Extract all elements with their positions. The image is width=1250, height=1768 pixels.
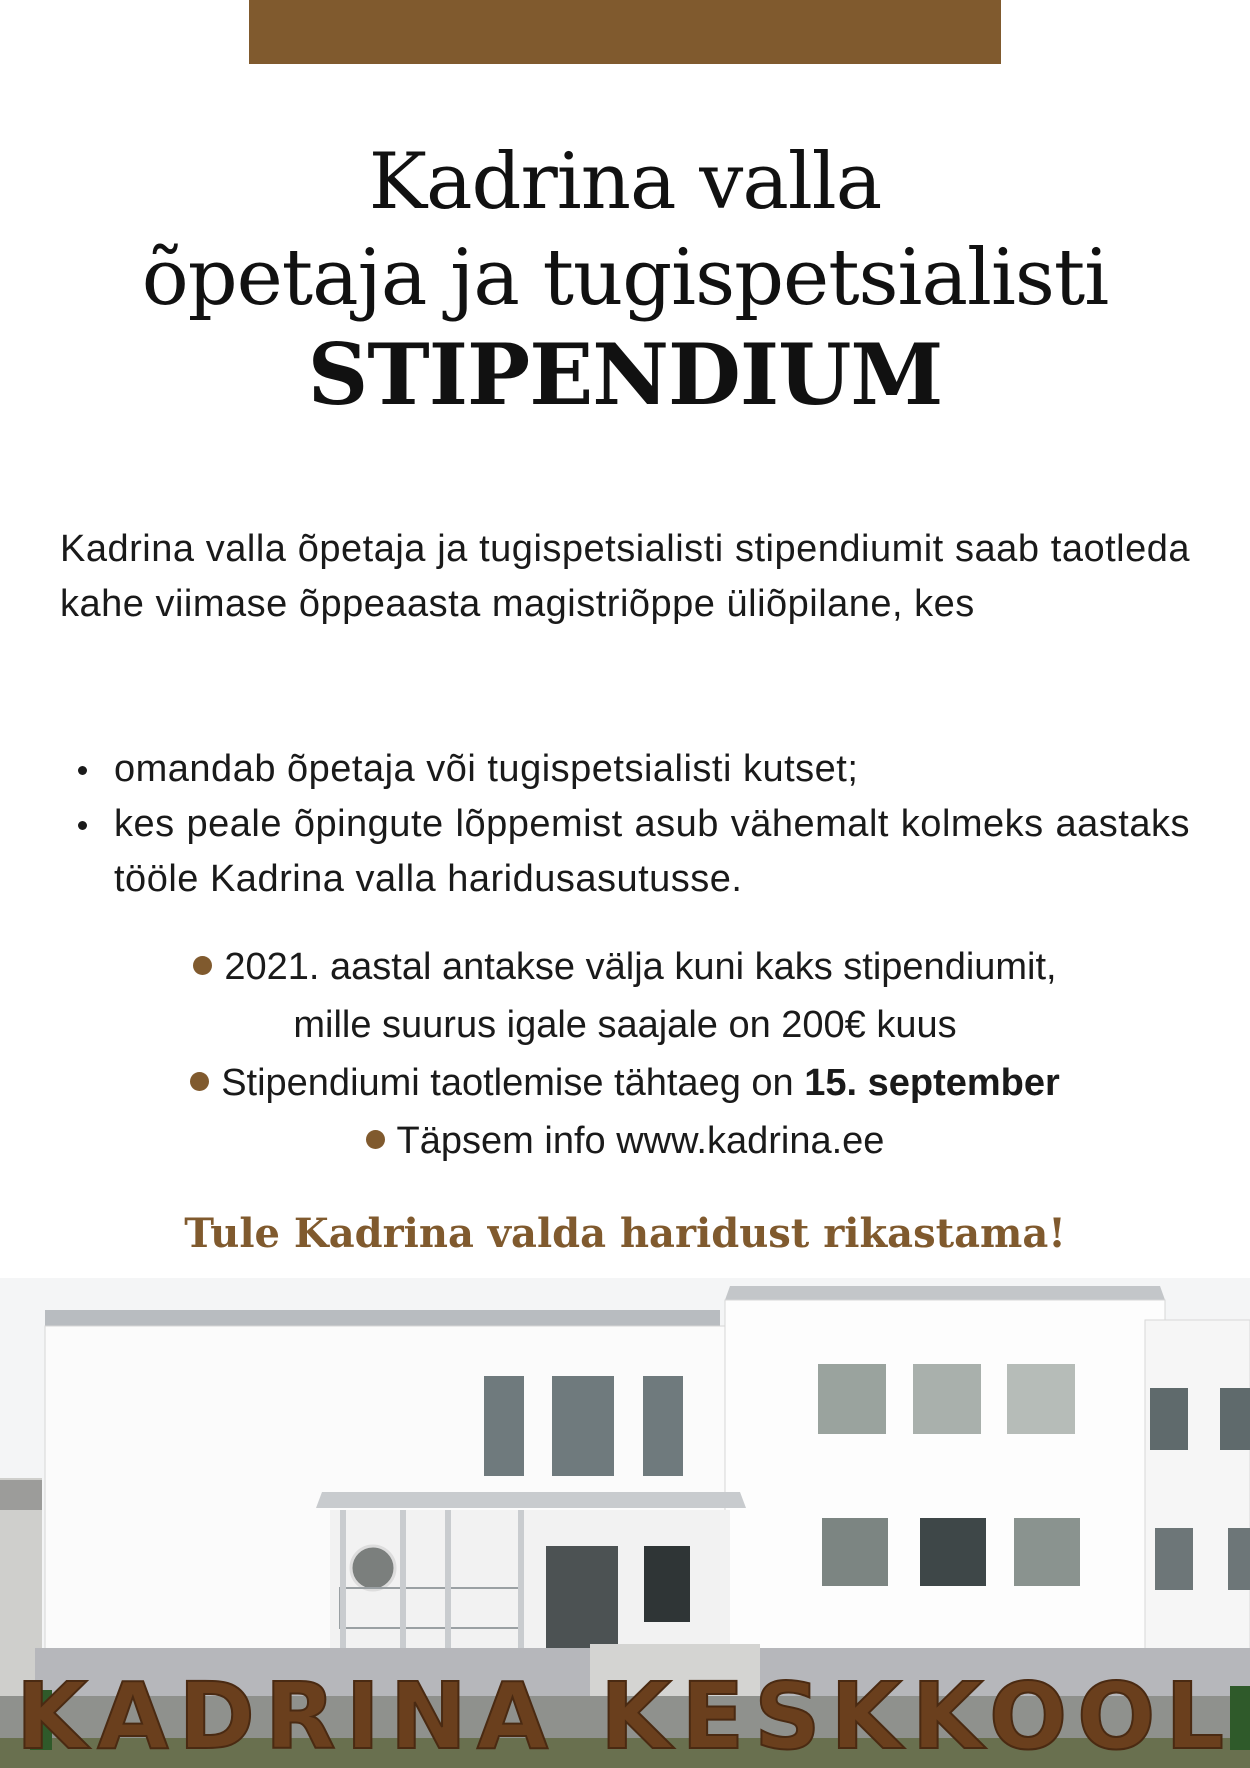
title-line-1: Kadrina valla: [368, 137, 882, 227]
top-accent-bar: [249, 0, 1001, 64]
school-building-photo: [0, 1278, 1250, 1768]
conditions-list: [60, 742, 1190, 907]
bullet-dot: [366, 1130, 385, 1149]
title-line-3: STIPENDIUM: [307, 325, 943, 424]
condition-item: omandab õpetaja või tugispetsialisti kutset;: [60, 742, 1190, 797]
deadline-line: [0, 1054, 1250, 1112]
title-line-2: õpetaja ja tugispetsialisti: [141, 233, 1109, 323]
slogan: Tule Kadrina valda haridust rikastama!: [184, 1210, 1066, 1257]
school-sign: KADRINA KESKKOOL: [15, 1663, 1235, 1768]
poster-title: [0, 134, 1250, 424]
bullet-dot: [190, 1072, 209, 1091]
deadline-date: 15. september: [804, 1062, 1060, 1104]
condition-item: kes peale õpingute lõppemist asub vähemalt kolmeks aastaks tööle Kadrina valla haridusasutusse.: [60, 797, 1190, 907]
bullet-dot: [193, 956, 212, 975]
info-text-1: 2021. aastal antakse välja kuni kaks stipendiumit,: [224, 946, 1057, 988]
intro-paragraph: Kadrina valla õpetaja ja tugispetsialisti stipendiumit saab taotleda kahe viimase õppeaasta magistriõppe üliõpilane, kes: [60, 528, 1190, 625]
more-info-text: Täpsem info www.kadrina.ee: [396, 1120, 885, 1162]
deadline-prefix: Stipendiumi taotlemise tähtaeg on: [221, 1062, 805, 1104]
more-info-line: [0, 1112, 1250, 1170]
info-line-1: [0, 938, 1250, 996]
info-line-2: mille suurus igale saajale on 200€ kuus: [293, 1004, 957, 1046]
